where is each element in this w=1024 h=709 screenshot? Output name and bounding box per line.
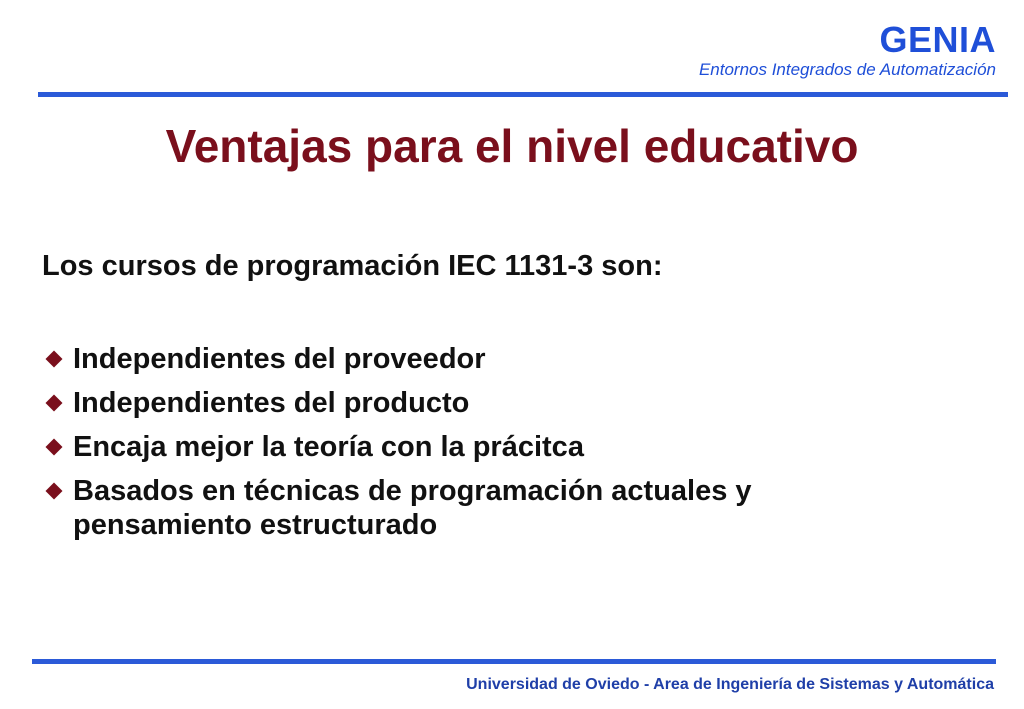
bullet-item <box>42 425 752 469</box>
diamond-bullet-icon <box>45 394 63 412</box>
bullet-text: Encaja mejor la teoría con la prácitca <box>73 431 584 463</box>
bullet-text: Independientes del producto <box>73 387 470 419</box>
bottom-divider <box>32 659 996 664</box>
diamond-bullet-icon <box>45 350 63 368</box>
slide-title: Ventajas para el nivel educativo <box>165 120 859 172</box>
brand-block <box>699 20 996 80</box>
bullet-item <box>42 474 752 542</box>
diamond-bullet-icon <box>45 438 63 456</box>
bullet-item <box>42 381 752 425</box>
footer-text: Universidad de Oviedo - Area de Ingeniería de Sistemas y Automática <box>466 676 994 693</box>
brand-name: GENIA <box>879 19 996 60</box>
diamond-bullet-icon <box>45 482 63 500</box>
top-divider <box>38 92 1008 97</box>
bullet-text-line-1: Basados en técnicas de programación actuales y <box>73 475 752 507</box>
bullet-item <box>42 337 752 381</box>
brand-subtitle: Entornos Integrados de Automatización <box>698 60 996 79</box>
bullet-list <box>42 337 752 542</box>
bullet-text: Independientes del proveedor <box>73 343 486 375</box>
bullet-text-line-2: pensamiento estructurado <box>73 509 438 541</box>
intro-text: Los cursos de programación IEC 1131-3 son: <box>42 250 663 282</box>
